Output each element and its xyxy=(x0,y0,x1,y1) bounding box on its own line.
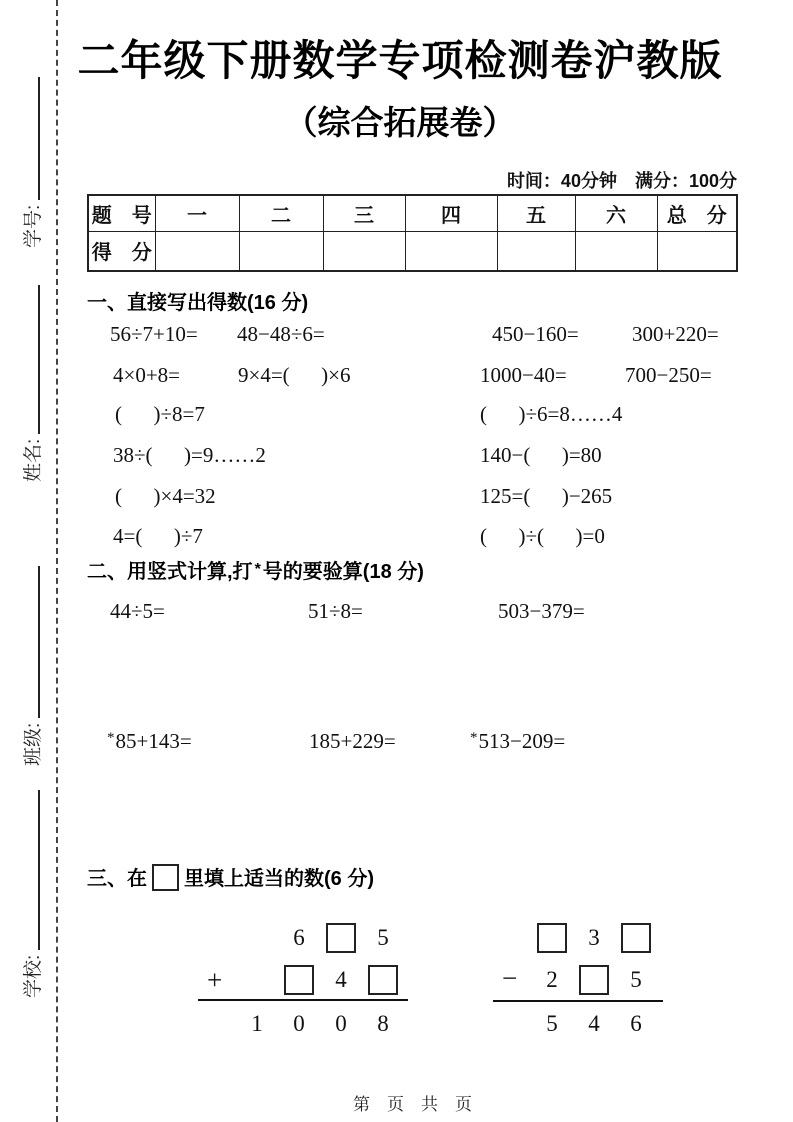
score-table xyxy=(87,194,738,272)
digit: 8 xyxy=(377,1011,389,1036)
score-cell xyxy=(575,231,657,271)
equation: 56÷7+10= xyxy=(110,322,198,346)
equation: 51÷8= xyxy=(308,599,363,623)
digit: 5 xyxy=(377,925,389,950)
digit: 6 xyxy=(293,925,305,950)
equation: 4=( )÷7 xyxy=(113,524,203,548)
equation: 140−( )=80 xyxy=(480,443,602,467)
equation: 700−250= xyxy=(625,363,712,387)
equation: ( )÷8=7 xyxy=(115,402,205,426)
blank-box xyxy=(579,965,609,995)
section1-row3 xyxy=(87,402,787,430)
section1-row6 xyxy=(87,524,787,552)
score-table-header-cell: 总 分 xyxy=(657,195,737,231)
sidebar-field-student-id xyxy=(16,77,46,248)
score-cell xyxy=(239,231,323,271)
digit: 1 xyxy=(251,1011,263,1036)
digit: 4 xyxy=(588,1011,600,1036)
section2-heading xyxy=(87,555,424,584)
score-table-header-cell: 一 xyxy=(155,195,239,231)
name-label: 姓名: xyxy=(22,438,44,482)
score-table-header-cell: 四 xyxy=(405,195,497,231)
difference-line xyxy=(493,1000,663,1002)
score-cell xyxy=(657,231,737,271)
section2-row1 xyxy=(87,599,787,627)
plus-operator: + xyxy=(207,965,223,995)
student-id-label: 学号: xyxy=(22,204,44,248)
equation: 185+229= xyxy=(309,729,396,753)
addend-top-row xyxy=(278,919,404,957)
class-label: 班级: xyxy=(22,722,44,766)
score-row-label: 得 分 xyxy=(88,231,155,271)
digit: 6 xyxy=(630,1011,642,1036)
equation: ( )×4=32 xyxy=(115,484,216,508)
score-cell xyxy=(323,231,405,271)
subtrahend-row xyxy=(531,961,657,999)
equation: 48−48÷6= xyxy=(237,322,325,346)
school-label: 学校: xyxy=(22,954,44,998)
equation-starred: *513−209= xyxy=(470,729,566,753)
section2-heading-suffix: 号的要验算(18 分) xyxy=(262,561,424,583)
blank-box xyxy=(621,923,651,953)
sidebar-field-school xyxy=(16,790,46,998)
sum-line xyxy=(198,999,408,1001)
blank-box xyxy=(537,923,567,953)
vertical-addition-problem xyxy=(198,915,408,1045)
blank-box xyxy=(326,923,356,953)
digit: 5 xyxy=(630,967,642,992)
minus-operator: − xyxy=(502,963,518,993)
score-table-header-cell: 三 xyxy=(323,195,405,231)
equation: 44÷5= xyxy=(110,599,165,623)
fold-dashed-line xyxy=(56,0,58,1122)
asterisk-mark: * xyxy=(470,730,478,746)
section1-row1 xyxy=(87,322,787,350)
class-blank xyxy=(38,566,40,718)
page-subtitle: （综合拓展卷） xyxy=(284,104,516,141)
sidebar-field-name xyxy=(16,285,46,482)
score-table-header-cell: 五 xyxy=(497,195,575,231)
score-table-header-cell: 题 号 xyxy=(88,195,155,231)
equation: 9×4=( )×6 xyxy=(238,363,351,387)
digit: 0 xyxy=(335,1011,347,1036)
score-table-header-cell: 六 xyxy=(575,195,657,231)
asterisk-mark: * xyxy=(107,730,115,746)
student-id-blank xyxy=(38,77,40,200)
section3-heading-suffix: 里填上适当的数(6 分) xyxy=(184,868,374,890)
digit: 3 xyxy=(588,925,600,950)
section2-row2 xyxy=(87,729,787,757)
asterisk-mark: * xyxy=(254,561,261,578)
section3-heading-prefix: 三、在 xyxy=(87,868,147,890)
score-table-header-cell: 二 xyxy=(239,195,323,231)
equation: 503−379= xyxy=(498,599,585,623)
equation: 450−160= xyxy=(492,322,579,346)
page-footer: 第 页 共 页 xyxy=(353,1095,472,1114)
blank-box xyxy=(152,864,179,891)
time-and-score-info: 时间：40分钟 满分：100分 xyxy=(506,171,737,191)
blank-box xyxy=(284,965,314,995)
equation: 1000−40= xyxy=(480,363,567,387)
section2-heading-prefix: 二、用竖式计算,打 xyxy=(87,561,253,583)
sum-row xyxy=(236,1005,404,1043)
digit: 4 xyxy=(335,967,347,992)
score-cell xyxy=(155,231,239,271)
section3-heading xyxy=(87,862,374,891)
digit: 5 xyxy=(546,1011,558,1036)
equation: ( )÷6=8……4 xyxy=(480,402,623,426)
equation: 300+220= xyxy=(632,322,719,346)
page-title: 二年级下册数学专项检测卷沪教版 xyxy=(77,37,723,84)
section1-row2 xyxy=(87,363,787,391)
digit: 0 xyxy=(293,1011,305,1036)
digit: 2 xyxy=(546,967,558,992)
blank-box xyxy=(368,965,398,995)
minuend-row xyxy=(531,919,657,957)
school-blank xyxy=(38,790,40,950)
equation: 125=( )−265 xyxy=(480,484,613,508)
equation: ( )÷( )=0 xyxy=(480,524,605,548)
section1-row4 xyxy=(87,443,787,471)
sidebar-field-class xyxy=(16,566,46,766)
equation-starred: *85+143= xyxy=(107,729,192,753)
section1-heading: 一、直接写出得数(16 分) xyxy=(87,292,309,314)
equation: 38÷( )=9……2 xyxy=(113,443,266,467)
score-cell xyxy=(405,231,497,271)
score-cell xyxy=(497,231,575,271)
equation: 4×0+8= xyxy=(113,363,181,387)
addend-bottom-row xyxy=(278,961,404,999)
name-blank xyxy=(38,285,40,434)
section1-row5 xyxy=(87,484,787,512)
vertical-subtraction-problem xyxy=(493,915,663,1045)
difference-row xyxy=(531,1005,657,1043)
